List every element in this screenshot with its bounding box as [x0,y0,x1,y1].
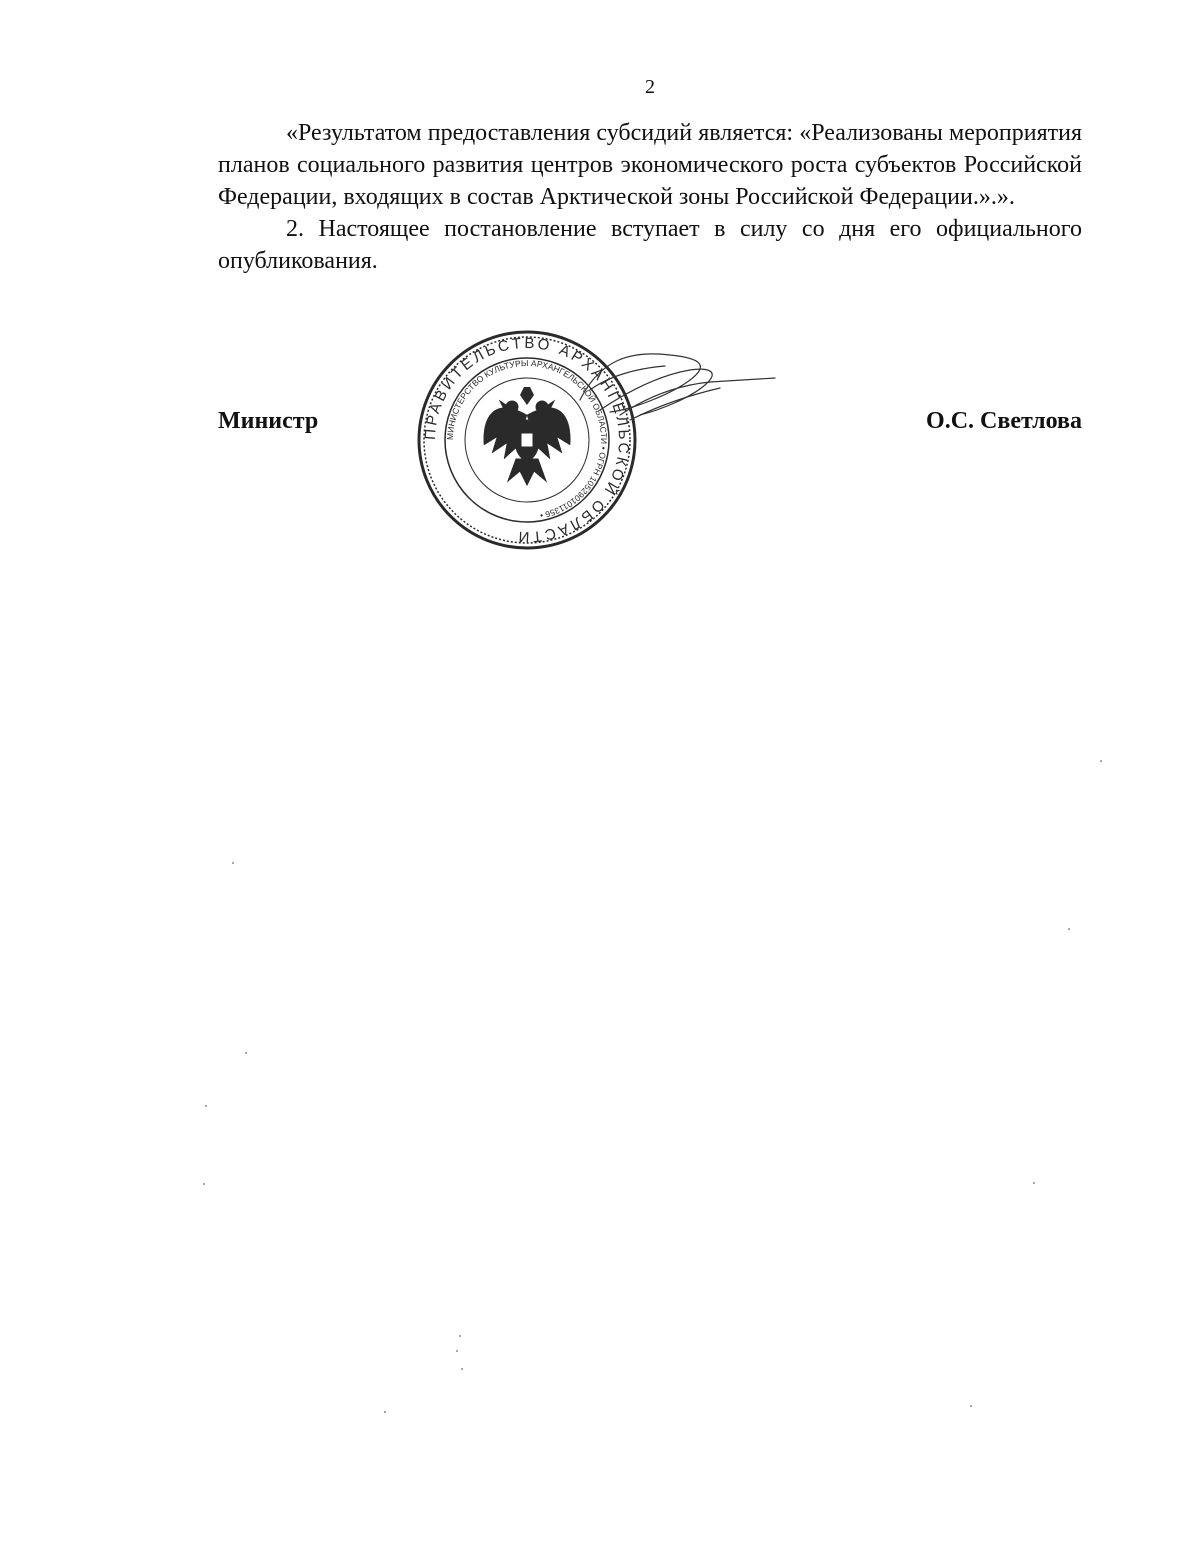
scan-speck [232,862,234,864]
double-headed-eagle-icon [484,387,570,485]
paragraph-result: «Результатом предоставления субсидий является: «Реализованы мероприятия планов социального развития центров экономического роста субъектов Российской Федерации, входящих в состав Арктической зоны Российской Федерации.».». [218,120,1082,210]
scan-speck [456,1350,458,1352]
scan-speck [1033,1182,1035,1184]
scan-speck [384,1411,386,1413]
scan-speck [1100,760,1102,762]
document-body [218,117,1082,277]
handwritten-signature [570,340,780,430]
scan-speck [459,1335,461,1337]
scan-speck [970,1405,972,1407]
signer-position: Министр [218,408,319,434]
scan-speck [203,1183,205,1185]
scan-speck [1068,928,1070,930]
scan-speck [205,1105,207,1107]
scan-speck [245,1052,247,1054]
paragraph-effective-date: 2. Настоящее постановление вступает в силу со дня его официального опубликования. [218,216,1082,274]
stamp-inner-text: МИНИСТЕРСТВО КУЛЬТУРЫ АРХАНГЕЛЬСКОЙ ОБЛАСТИ • ОГРН 1052901011356 • [444,357,610,521]
page-number: 2 [645,76,655,98]
stamp-outer-text: ПРАВИТЕЛЬСТВО АРХАНГЕЛЬСКОЙ ОБЛАСТИ [421,334,633,546]
scan-speck [461,1368,463,1370]
signer-name: О.С. Светлова [926,408,1082,434]
